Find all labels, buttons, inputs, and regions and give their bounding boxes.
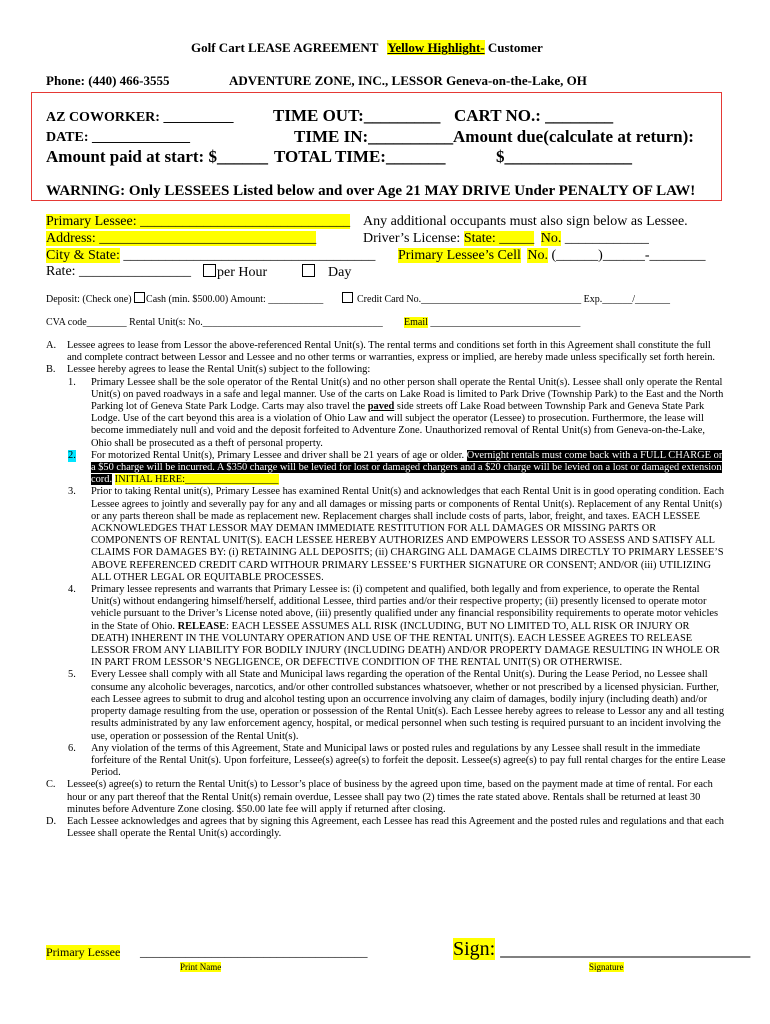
credit-card-row[interactable]: Credit Card No.________________________________ Exp.______/_______ [342,292,670,305]
occupants-note: Any additional occupants must also sign below as Lessee. [363,214,688,229]
checkbox-icon[interactable] [134,292,145,303]
term-a: A. Lessee agrees to lease from Lessor the above-referenced Rental Unit(s). The rental terms and conditions set forth in this Agreement shall constitute the full and complete contract between Lessor and Lessee and no other terms or warranties, express or implied, are hereby made unless specifically set forth herein. [46,340,716,364]
initial-here-field[interactable]: INITIAL HERE:__________________ [114,474,279,486]
time-out-field[interactable]: TIME OUT:_________ [273,106,441,125]
phone-number: Phone: (440) 466-3555 [46,73,170,88]
day-option[interactable]: Day [302,264,351,281]
term-b3: 3. Prior to taking Rental unit(s), Primary Lessee has examined Rental Unit(s) and acknowledges that each Rental Unit is in good operating condition. Each Lessee agrees to jointly and severally pay for any and all damages or missing parts or components of Rental Unit(s). Replacement of any Rental Unit(s) or any parts thereon shall be made as replacement new. Replacement charges shall include costs of parts, labor, freight, and taxes. EACH LESSEE ACKNOWLEDGES THAT LESSOR MAY DEMAN IMMEDIATE RESTITUTION FOR ALL DAMAGES OR MISSING PARTS OR COMPONENTS OF RENTAL UNIT(S). EACH LESSEE HEREBY AUTHORIZES AND EMPOWERS LESSOR TO ASSESS AND SATISFY ALL CLAIMS FOR DAMAGES BY: (i) RETAINING ALL DEPOSITS; (ii) CHARGING ALL DAMAGE CLAIMS DIRECTLY TO PRIMARY LESSEE’S ABOVE REFERENCED CREDIT CARD WITHOUR PRIMARY LESSEE’S FURTHER SIGNATURE OR CONSENT; AND/OR (iii) UTILIZING ALL OTHER LEGAL OR EQUITABLE PROCESSES. [68,486,725,583]
term-b4: 4. Primary lessee represents and warrants that Primary Lessee is: (i) competent and qualified, both legally and from experience, to operate the Rental Unit(s) without endangering himself/herself, additional Lessee, third parties and/or their respective property; (ii) presently licensed to operate motor vehicle pursuant to the Driver’s License noted above, (iii) presently qualified under any financial responsibility requirements to operate motor vehicles in the State of Ohio. RELEASE: EACH LESSEE ASSUMES ALL RISK (INCLUDING, BUT NO LIMITED TO, ALL RISK OR INJURY OR DEATH) INHERENT IN THE VOLUNTARY OPERATION AND USE OF THE RENTAL UNIT(S). EACH LESSEE AGREES TO RELEASE LESSOR FROM ANY LIABILITY FOR BODILY INJURY (INCLUDING DEATH) AND/OR PROPERTY DAMAGE RESULTING IN WHOLE OR IN PART FROM LESSOR’S NEGLIGENCE, OR DEFECTIVE CONDITION OF THE RENTAL UNIT(S) OR OTHERWISE. [68,584,720,669]
address-field[interactable]: Address: _______________________________ [46,231,317,246]
city-state-field[interactable]: City & State: ____________________________________ [46,248,376,263]
amount-paid-field[interactable]: Amount paid at start: $______ [46,147,268,166]
primary-lessee-label: Primary Lessee [46,945,121,959]
email-field[interactable]: Email ______________________________ [404,317,581,328]
cell-field[interactable]: Primary Lessee’s Cell No. (______)______-________ [398,248,706,263]
per-hour-option[interactable]: per Hour [203,264,267,281]
cash-option[interactable]: Cash (min. $500.00) Amount: ___________ [146,294,324,305]
term-b2: 2. For motorized Rental Unit(s), Primary Lessee and driver shall be 21 years of age or older. Overnight rentals must come back with a FULL CHARGE or a $50 charge will be incurred. A $350 charge will be levied for lost or damaged chargers and a $20 charge will be levied on a lost or damaged extension cord. INITIAL HERE:__________________ [68,449,723,486]
document-title: Golf Cart LEASE AGREEMENT Yellow Highlight- Customer [191,40,543,55]
amount-due-field[interactable]: $_______________ [496,147,632,166]
terms-section [46,340,728,840]
signature-label: Signature [589,962,624,972]
checkbox-icon[interactable] [302,264,315,277]
print-name-line[interactable]: ___________________________________ [140,944,368,959]
print-name-label: Print Name [180,962,222,972]
overnight-charge-notice: Overnight rentals must come back with a FULL CHARGE or a $50 charge will be incurred. A $350 charge will be levied for lost or damaged chargers and a $20 charge will be levied on a lost or damaged extension cord. [91,449,723,486]
term-b5: 5. Every Lessee shall comply with all State and Municipal laws regarding the operation of the Rental Unit(s). During the Lease Period, no Lessee shall consume any alcoholic beverages, narcotics, and/or other controlled substances whatsoever, whether or not prescribed by a licensed physician. Further, each Lessee agrees to submit to drug and alcohol testing upon an occurrence involving any claim of damages, bodily injury (including death) and/or property damage resulting from the use, operation or possession of the Rental Unit(s). Each Lessee hereby agrees to release to Lessor any and all testing results administrated by any law enforcement agency, hospital, or medical personnel when such testing is required pursuant to an incident involving the use, operation or possession of the Rental Unit(s). [68,669,725,742]
checkbox-icon[interactable] [342,292,353,303]
coworker-field[interactable]: AZ COWORKER: __________ [46,110,234,125]
company-name: ADVENTURE ZONE, INC., LESSOR Geneva-on-the-Lake, OH [229,73,587,88]
checkbox-icon[interactable] [203,264,216,277]
sign-field[interactable]: Sign: _________________________ [453,938,751,960]
deposit-row: Deposit: (Check one) Cash (min. $500.00) Amount: ___________ [46,294,324,305]
date-field[interactable]: DATE: ______________ [46,130,191,145]
cva-row[interactable]: CVA code________ Rental Unit(s: No.____________________________________ [46,317,383,328]
highlight-note: Yellow Highlight- [387,40,485,55]
cart-no-field[interactable]: CART NO.: ________ [454,106,614,125]
term-c: C. Lessee(s) agree(s) to return the Rental Unit(s) to Lessor’s place of business by the agreed upon time, based on the payment made at time of rental. For each hour or any part thereof that the Rental Unit(s) remain overdue, Lessee shall pay two (2) times the rate stated above. Rentals shall be returned at least 30 minutes before Adventure Zone closing. $50.00 late fee will apply if returned after closing. [46,779,713,815]
rate-field[interactable]: Rate: ________________ [46,264,192,279]
total-time-field[interactable]: TOTAL TIME:_______ [274,147,446,166]
term-b6: 6. Any violation of the terms of this Agreement, State and Municipal laws or posted rules and regulations by any Lessee shall result in the immediate forfeiture of the Rental Unit(s). Upon forfeiture, Lessee(s) agree(s) to forfeit the deposit. Lessee(s) agree(s) to pay full rental charges for the entire Lease Period. [68,742,726,779]
time-in-field[interactable]: TIME IN:__________ [294,127,454,146]
term-d: D. Each Lessee acknowledges and agrees that by signing this Agreement, each Lessee has read this Agreement and the posted rules and regulations and that each Lessee shall operate the Rental Unit(s) accordingly. [46,815,724,840]
term-b: B. Lessee hereby agrees to lease the Rental Unit(s) subject to the following: [46,364,371,376]
primary-lessee-field[interactable]: Primary Lessee: ______________________________ [46,214,351,229]
warning-text: WARNING: Only LESSEES Listed below and over Age 21 MAY DRIVE Under PENALTY OF LAW! [46,183,696,199]
term-b1: 1. Primary Lessee shall be the sole operator of the Rental Unit(s) and no other person shall operate the Rental Unit(s). Lessee shall only operate the Rental Unit(s) on paved roadways in a safe and legal manner. Use of the carts on Lake Road is limited to Park Drive (Township Park) to the East and the North Parking lot of Geneva State Park Lodge. Carts may also travel the paved side streets off Lake Road between Township Park and Geneva State Park Lodge. Use of the cart beyond this area is a violation of Ohio Law and will subject the operator (Lessee) to prosecution. Furthermore, the lease will become immediately null and void and the deposit forfeited to Adventure Zone. Unauthorized removal of Rental Unit(s) from Geneva-on-the-Lake, Ohio shall be prosecuted as a theft of personal property. [68,376,724,449]
amount-due-label: Amount due(calculate at return): [453,127,694,146]
drivers-license-field[interactable]: Driver’s License: State: _____ No. ____________ [363,231,649,246]
